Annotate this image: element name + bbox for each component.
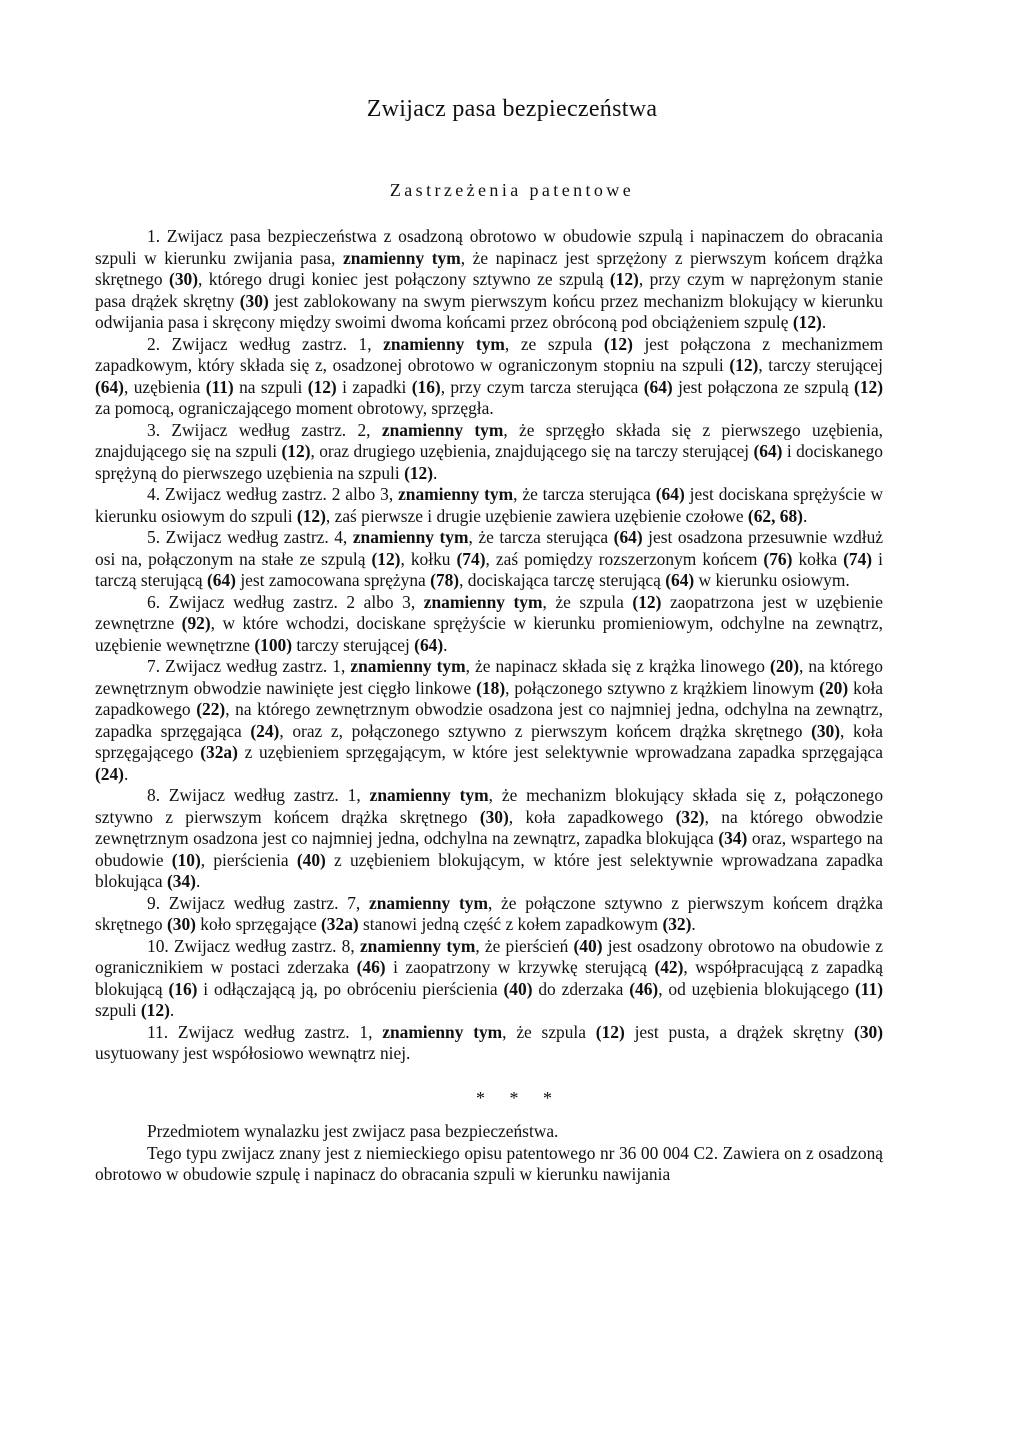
- claims-list: [95, 226, 883, 1065]
- description-paragraph-1: Przedmiotem wynalazku jest zwijacz pasa bezpieczeństwa.: [147, 1121, 559, 1141]
- claim-7: 7. Zwijacz według zastrz. 1, znamienny tym, że napinacz składa się z krążka linowego (20), na którego zewnętrznym obwodzie nawinięte jest cięgło linkowe (18), połączonego sztywno z krążkiem linowym (20) koła zapadkowego (22), na którego zewnętrznym obwodzie osadzona jest co najmniej jedna, odchylna na zewnątrz, zapadka sprzęgająca (24), oraz z, połączonego sztywno z pierwszym końcem drążka skrętnego (30), koła sprzęgającego (32a) z uzębieniem sprzęgającym, w które jest selektywnie wprowadzana zapadka sprzęgająca (24).: [95, 656, 884, 784]
- claim-8: 8. Zwijacz według zastrz. 1, znamienny tym, że mechanizm blokujący składa się z, połączonego sztywno z pierwszym końcem drążka skrętnego (30), koła zapadkowego (32), na którego obwodzie zewnętrznym osadzona jest co najmniej jedna, odchylna na zewnątrz, zapadka blokująca (34) oraz, wspartego na obudowie (10), pierścienia (40) z uzębieniem blokującym, w które jest selektywnie wprowadzana zapadka blokująca (34).: [95, 785, 884, 891]
- document-title: Zwijacz pasa bezpieczeństwa: [366, 96, 658, 122]
- claim-11: 11. Zwijacz według zastrz. 1, znamienny tym, że szpula (12) jest pusta, a drążek skrętny (30) usytuowany jest współosiowo wewnątrz niej.: [95, 1021, 884, 1063]
- claim-2: 2. Zwijacz według zastrz. 1, znamienny tym, ze szpula (12) jest połączona z mechanizmem zapadkowym, który składa się z, osadzonej obrotowo w ograniczonym stopniu na szpuli (12), tarczy sterującej (64), uzębienia (11) na szpuli (12) i zapadki (16), przy czym tarcza sterująca (64) jest połączona ze szpulą (12) za pomocą, ograniczającego moment obrotowy, sprzęgła.: [95, 333, 884, 418]
- claim-5: 5. Zwijacz według zastrz. 4, znamienny tym, że tarcza sterująca (64) jest osadzona przesuwnie wzdłuż osi na, połączonym na stałe ze szpulą (12), kołku (74), zaś pomiędzy rozszerzonym końcem (76) kołka (74) i tarczą sterującą (64) jest zamocowana sprężyna (78), dociskająca tarczę sterującą (64) w kierunku osiowym.: [95, 527, 884, 590]
- claims-heading: Zastrzeżenia patentowe: [389, 180, 635, 200]
- claim-3: 3. Zwijacz według zastrz. 2, znamienny tym, że sprzęgło składa się z pierwszego uzębienia, znajdującego się na szpuli (12), oraz drugiego uzębienia, znajdującego się na tarczy sterującej (64) i dociskanego sprężyną do pierwszego uzębienia na szpuli (12).: [95, 419, 884, 483]
- section-separator: * * *: [476, 1087, 562, 1108]
- claim-6: 6. Zwijacz według zastrz. 2 albo 3, znamienny tym, że szpula (12) zaopatrzona jest w uzębienie zewnętrzne (92), w które wchodzi, dociskane sprężyście w kierunku promieniowym, odchylne na zewnątrz, uzębienie wewnętrzne (100) tarczy sterującej (64).: [95, 591, 884, 655]
- description-paragraph-2: Tego typu zwijacz znany jest z niemieckiego opisu patentowego nr 36 00 004 C2. Zawiera on z osadzoną obrotowo w obudowie szpulę i napinacz do obracania szpuli w kierunku nawijania: [95, 1142, 883, 1184]
- claim-9: 9. Zwijacz według zastrz. 7, znamienny tym, że połączone sztywno z pierwszym końcem drążka skrętnego (30) koło sprzęgające (32a) stanowi jedną część z kołem zapadkowym (32).: [95, 892, 883, 934]
- claim-10: 10. Zwijacz według zastrz. 8, znamienny tym, że pierścień (40) jest osadzony obrotowo na obudowie z ogranicznikiem w postaci zderzaka (46) i zaopatrzony w krzywkę sterującą (42), współpracującą z zapadką blokującą (16) i odłączającą ją, po obróceniu pierścienia (40) do zderzaka (46), od uzębienia blokującego (11) szpuli (12).: [95, 935, 884, 1020]
- document-body: [95, 226, 883, 1186]
- claim-4: 4. Zwijacz według zastrz. 2 albo 3, znamienny tym, że tarcza sterująca (64) jest dociskana sprężyście w kierunku osiowym do szpuli (12), zaś pierwsze i drugie uzębienie zawiera uzębienie czołowe (62, 68).: [95, 484, 883, 526]
- claim-1: 1. Zwijacz pasa bezpieczeństwa z osadzoną obrotowo w obudowie szpulą i napinaczem do obracania szpuli w kierunku zwijania pasa, znamienny tym, że napinacz jest sprzężony z pierwszym końcem drążka skrętnego (30), którego drugi koniec jest połączony sztywno ze szpulą (12), przy czym w naprężonym stanie pasa drążek skrętny (30) jest zablokowany na swym pierwszym końcu przez mechanizm blokujący w kierunku odwijania pasa i skręcony między swoimi dwoma końcami przez obróconą pod obciążeniem szpulę (12).: [95, 226, 883, 332]
- description: [95, 1121, 883, 1186]
